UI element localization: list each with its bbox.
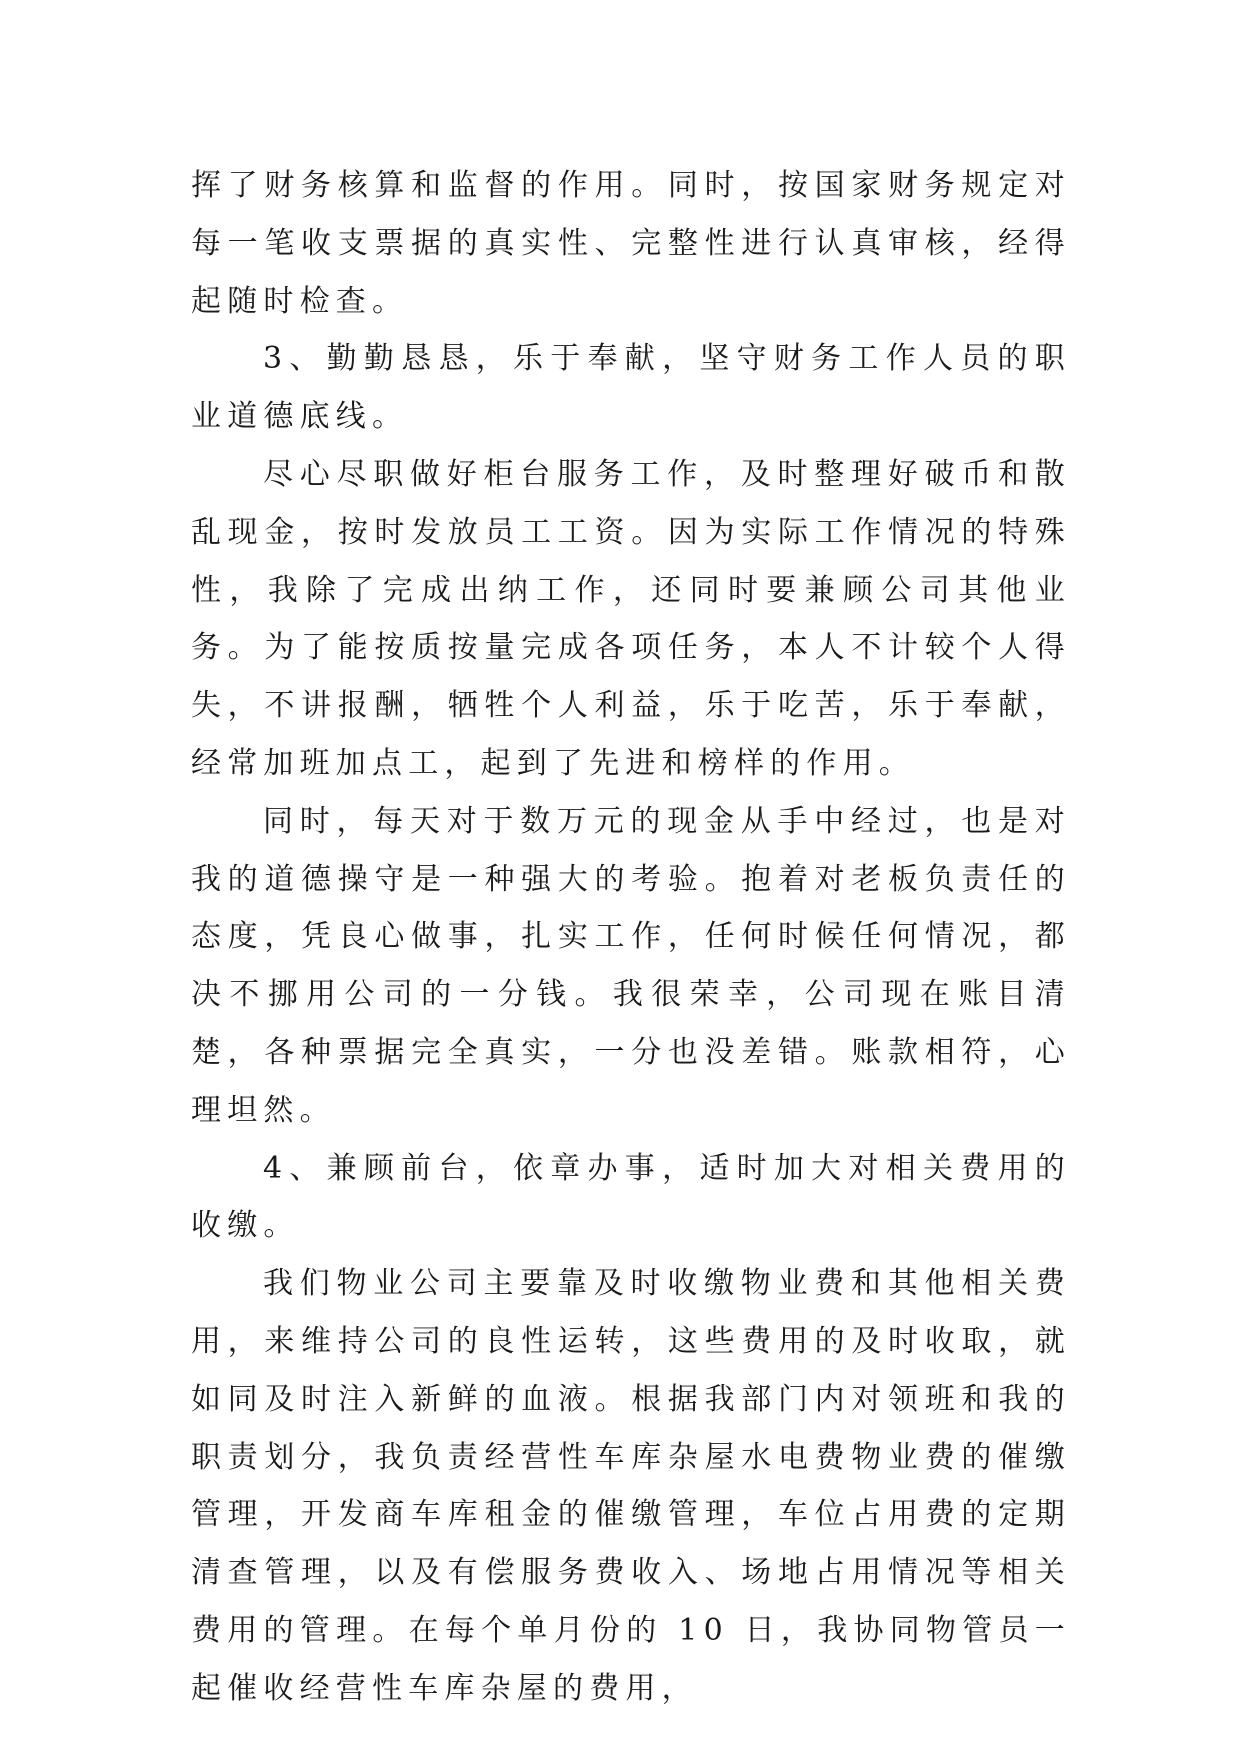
paragraph-1: 挥了财务核算和监督的作用。同时，按国家财务规定对每一笔收支票据的真实性、完整性进行认真审核，经得起随时检查。 [191, 168, 1071, 319]
paragraph-5: 4、兼顾前台，依章办事，适时加大对相关费用的收缴。 [191, 1150, 1071, 1244]
paragraph-6: 我们物业公司主要靠及时收缴物业费和其他相关费用，来维持公司的良性运转，这些费用的及时收取，就如同及时注入新鲜的血液。根据我部门内对领班和我的职责划分，我负责经营性车库杂屋水电费物业费的催缴管理，开发商车库租金的催缴管理，车位占用费的定期清查管理，以及有偿服务费收入、场地占用情况等相关费用的管理。在每个单月份的 10 日，我协同物管员一起催收经营性车库杂屋的费用， [191, 1266, 1071, 1706]
paragraph-4: 同时，每天对于数万元的现金从手中经过，也是对我的道德操守是一种强大的考验。抱着对老板负责任的态度，凭良心做事，扎实工作，任何时候任何情况，都决不挪用公司的一分钱。我很荣幸，公司现在账目清楚，各种票据完全真实，一分也没差错。账款相符，心理坦然。 [191, 803, 1071, 1128]
paragraph-2: 3、勤勤恳恳，乐于奉献，坚守财务工作人员的职业道德底线。 [191, 341, 1071, 435]
paragraph-3: 尽心尽职做好柜台服务工作，及时整理好破币和散乱现金，按时发放员工工资。因为实际工作情况的特殊性，我除了完成出纳工作，还同时要兼顾公司其他业务。为了能按质按量完成各项任务，本人不计较个人得失，不讲报酬，牺牲个人利益，乐于吃苦，乐于奉献，经常加班加点工，起到了先进和榜样的作用。 [191, 456, 1071, 781]
document-body [191, 157, 1071, 1718]
